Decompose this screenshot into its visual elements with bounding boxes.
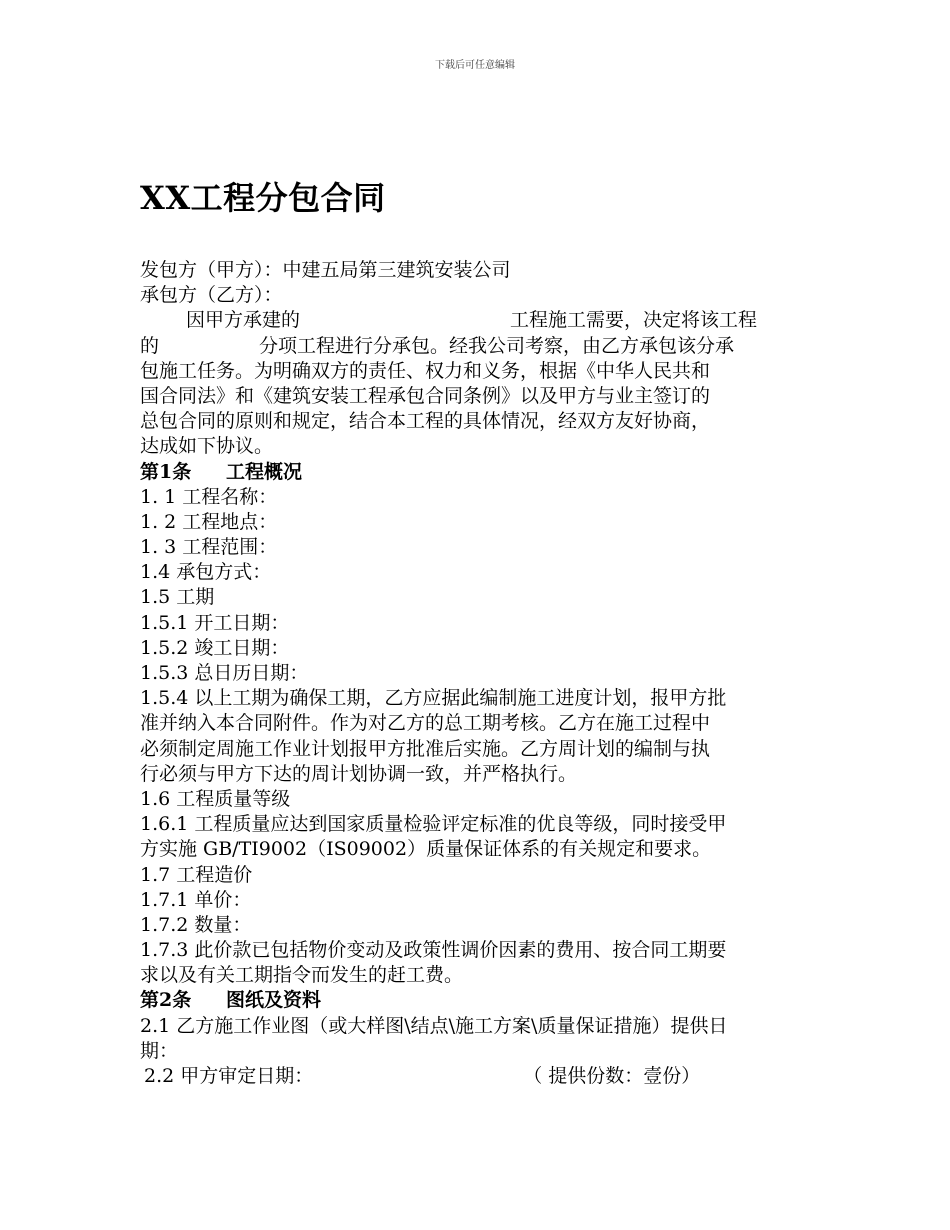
intro-line: 国合同法》和《建筑安装工程承包合同条例》以及甲方与业主签订的 (140, 384, 711, 407)
clause-line: 2.1 乙方施工作业图（或大样图\结点\施工方案\质量保证措施）提供日 (140, 1014, 728, 1037)
header-note: 下载后可任意编辑 (435, 60, 515, 71)
clause-line: 1.7.1 单价： (140, 888, 252, 911)
clause-text: （ 提供份数：壹份） (523, 1065, 701, 1087)
intro-text: 分项工程进行分承包。经我公司考察，由乙方承包该分承 (259, 334, 735, 357)
contract-body (140, 258, 810, 1089)
article-title: 图纸及资料 (226, 989, 322, 1012)
clause-line: 1.4 承包方式： (140, 561, 272, 584)
clause-line: 1. 2 工程地点： (140, 510, 278, 533)
intro-line: 达成如下协议。 (140, 435, 274, 458)
article-heading (140, 988, 810, 1013)
intro-line (140, 308, 810, 333)
party-a-line: 发包方（甲方）：中建五局第三建筑安装公司 (140, 259, 511, 281)
intro-text: 工程施工需要，决定将该工程 (510, 309, 758, 332)
intro-text: 的 (140, 334, 160, 357)
party-b-line: 承包方（乙方）： (140, 284, 283, 307)
clause-line: 1.7 工程造价 (140, 863, 253, 886)
clause-line: 1.5.1 开工日期： (140, 611, 290, 634)
document-title: XX工程分包合同 (140, 179, 386, 217)
intro-line: 总包合同的原则和规定，结合本工程的具体情况，经双方友好协商， (140, 410, 711, 433)
article-heading (140, 460, 810, 485)
clause-line: 求以及有关工期指令而发生的赶工费。 (140, 964, 464, 987)
clause-line: 方实施 GB/TI9002（IS09002）质量保证体系的有关规定和要求。 (140, 838, 712, 861)
clause-text: 2.2 甲方审定日期： (144, 1065, 314, 1087)
clause-line: 必须制定周施工作业计划报甲方批准后实施。乙方周计划的编制与执 (140, 737, 711, 760)
intro-line (140, 334, 810, 359)
clause-line: 1.5.3 总日历日期： (140, 662, 309, 684)
article-title: 工程概况 (226, 460, 303, 483)
clause-line (140, 1064, 810, 1089)
clause-line: 准并纳入本合同附件。作为对乙方的总工期考核。乙方在施工过程中 (140, 712, 711, 735)
intro-line: 包施工任务。为明确双方的责任、权力和义务，根据《中华人民共和 (140, 359, 711, 382)
clause-line: 1.5 工期 (140, 586, 215, 609)
clause-line: 1.6 工程质量等级 (140, 787, 291, 810)
article-number: 第2条 (140, 989, 192, 1012)
clause-line: 1. 1 工程名称： (140, 485, 278, 508)
clause-line: 1.7.3 此价款已包括物价变动及政策性调价因素的费用、按合同工期要 (140, 939, 727, 962)
clause-line: 1.5.4 以上工期为确保工期，乙方应据此编制施工进度计划，报甲方批 (140, 687, 727, 710)
clause-line: 1.6.1 工程质量应达到国家质量检验评定标准的优良等级，同时接受甲 (140, 813, 727, 836)
article-number: 第1条 (140, 460, 192, 483)
clause-line: 期： (140, 1039, 179, 1062)
clause-line: 行必须与甲方下达的周计划协调一致，并严格执行。 (140, 762, 578, 785)
clause-line: 1. 3 工程范围： (140, 536, 278, 559)
clause-line: 1.5.2 竣工日期： (140, 636, 290, 659)
intro-text: 因甲方承建的 (186, 309, 301, 332)
clause-line: 1.7.2 数量： (140, 913, 252, 936)
